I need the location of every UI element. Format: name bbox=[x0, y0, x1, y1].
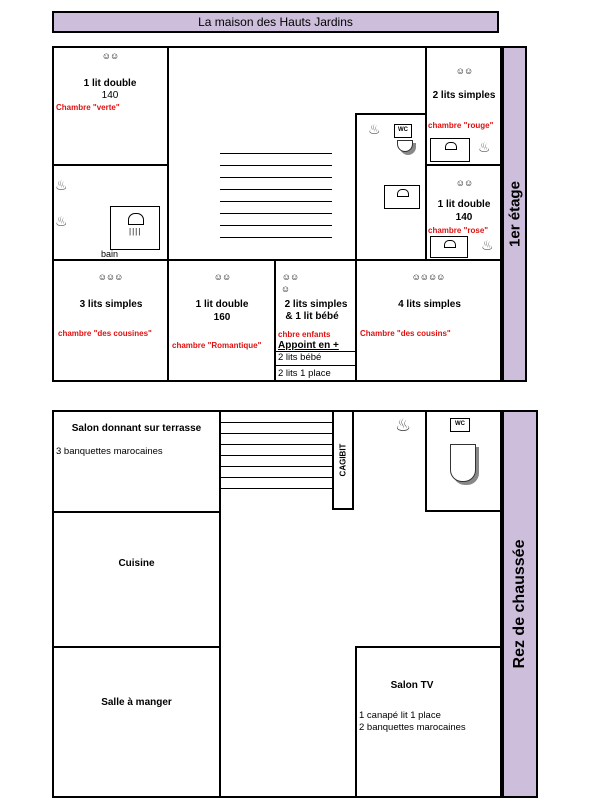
sink-icon: ♨ bbox=[55, 213, 68, 229]
stair-step bbox=[220, 153, 332, 154]
page-title: La maison des Hauts Jardins bbox=[52, 11, 499, 33]
occupancy-icon: ☺☺ bbox=[455, 178, 473, 188]
cuisine-label: Cuisine bbox=[118, 558, 155, 569]
wall bbox=[426, 164, 502, 166]
occupancy-icon: ☺☺☺ bbox=[97, 272, 123, 282]
appoint-item: 2 lits 1 place bbox=[278, 368, 331, 379]
room-name: Chambre "des cousins" bbox=[360, 329, 451, 338]
wall bbox=[52, 164, 168, 166]
upper-floor-label: 1er étage bbox=[506, 181, 523, 247]
stair-step bbox=[220, 165, 332, 166]
room-name: chambre "rose" bbox=[428, 226, 489, 235]
salon-tv-line: 2 banquettes marocaines bbox=[359, 722, 466, 733]
room-name: Chambre "verte" bbox=[56, 103, 120, 112]
stair-step bbox=[220, 466, 332, 467]
wall bbox=[425, 46, 427, 260]
appoint-label: Appoint en + bbox=[278, 340, 339, 351]
room-bed-size: 140 bbox=[101, 90, 119, 101]
stair-step bbox=[220, 177, 332, 178]
stair-step bbox=[220, 201, 332, 202]
occupancy-icon: ☺☺ bbox=[281, 272, 299, 282]
shower-icon: |||| bbox=[110, 206, 160, 250]
occupancy-icon: ☺☺ bbox=[455, 66, 473, 76]
wall bbox=[355, 113, 357, 381]
stair-step bbox=[220, 237, 332, 238]
cagibit-label: CAGIBIT bbox=[338, 443, 348, 477]
room-name: chambre "des cousines" bbox=[58, 329, 152, 338]
stair-step bbox=[220, 477, 332, 478]
shower-icon bbox=[430, 138, 470, 162]
stair-step bbox=[220, 189, 332, 190]
room-beds-extra: & 1 lit bébé bbox=[285, 311, 339, 322]
sink-icon: ♨ bbox=[55, 177, 68, 193]
stair-step bbox=[220, 433, 332, 434]
occupancy-icon: ☺☺ bbox=[213, 272, 231, 282]
wc-icon: WC bbox=[394, 124, 412, 138]
sink-icon: ♨ bbox=[368, 121, 381, 137]
stair-step bbox=[220, 455, 332, 456]
salon-desc: 3 banquettes marocaines bbox=[56, 446, 163, 457]
room-beds: 2 lits simples bbox=[432, 90, 496, 101]
shower-icon bbox=[430, 236, 468, 258]
room-name: chambre "Romantique" bbox=[172, 341, 262, 350]
room-beds: 1 lit double bbox=[83, 78, 137, 89]
room-beds: 1 lit double bbox=[437, 199, 491, 210]
wall bbox=[52, 646, 220, 648]
room-beds: 2 lits simples bbox=[284, 299, 348, 310]
salon-tv-line: 1 canapé lit 1 place bbox=[359, 710, 441, 721]
bath-label: bain bbox=[101, 249, 119, 259]
room-beds: 3 lits simples bbox=[79, 299, 143, 310]
cagibit-box bbox=[332, 410, 354, 510]
occupancy-icon: ☺☺ bbox=[101, 51, 119, 61]
occupancy-icon: ☺☺☺☺ bbox=[411, 272, 445, 282]
wall bbox=[219, 410, 221, 798]
appoint-item: 2 lits bébé bbox=[278, 352, 322, 363]
room-beds: 4 lits simples bbox=[398, 299, 461, 310]
wall bbox=[425, 410, 427, 511]
ground-floor-outline bbox=[52, 410, 502, 798]
salle-label: Salle à manger bbox=[101, 697, 172, 708]
wall bbox=[355, 113, 426, 115]
room-beds: 1 lit double bbox=[195, 299, 249, 310]
salon-title: Salon donnant sur terrasse bbox=[71, 423, 202, 434]
occupancy-icon: ☺ bbox=[280, 284, 290, 294]
upper-floor-band bbox=[502, 46, 527, 382]
room-name: chambre "rouge" bbox=[428, 121, 494, 130]
divider bbox=[275, 365, 356, 366]
wall bbox=[425, 510, 502, 512]
sink-icon: ♨ bbox=[395, 415, 412, 435]
wall bbox=[52, 511, 220, 513]
stair-step bbox=[220, 488, 332, 489]
stair-step bbox=[220, 225, 332, 226]
stair-step bbox=[220, 422, 332, 423]
shower-icon bbox=[384, 185, 420, 209]
room-name: chbre enfants bbox=[278, 330, 331, 339]
wc-icon: WC bbox=[450, 418, 470, 432]
stair-step bbox=[220, 444, 332, 445]
stair-step bbox=[220, 213, 332, 214]
sink-icon: ♨ bbox=[481, 237, 494, 253]
salon-tv-title: Salon TV bbox=[390, 680, 434, 691]
wall bbox=[274, 260, 276, 381]
divider bbox=[275, 351, 356, 352]
ground-floor-band bbox=[502, 410, 538, 798]
wall bbox=[52, 259, 502, 261]
ground-floor-label: Rez de chaussée bbox=[511, 539, 528, 669]
toilet-icon bbox=[450, 444, 476, 482]
room-bed-size: 160 bbox=[213, 312, 231, 323]
wall bbox=[355, 646, 357, 798]
wall bbox=[355, 646, 502, 648]
wall bbox=[167, 46, 169, 381]
room-bed-size: 140 bbox=[455, 212, 473, 223]
sink-icon: ♨ bbox=[478, 139, 491, 155]
